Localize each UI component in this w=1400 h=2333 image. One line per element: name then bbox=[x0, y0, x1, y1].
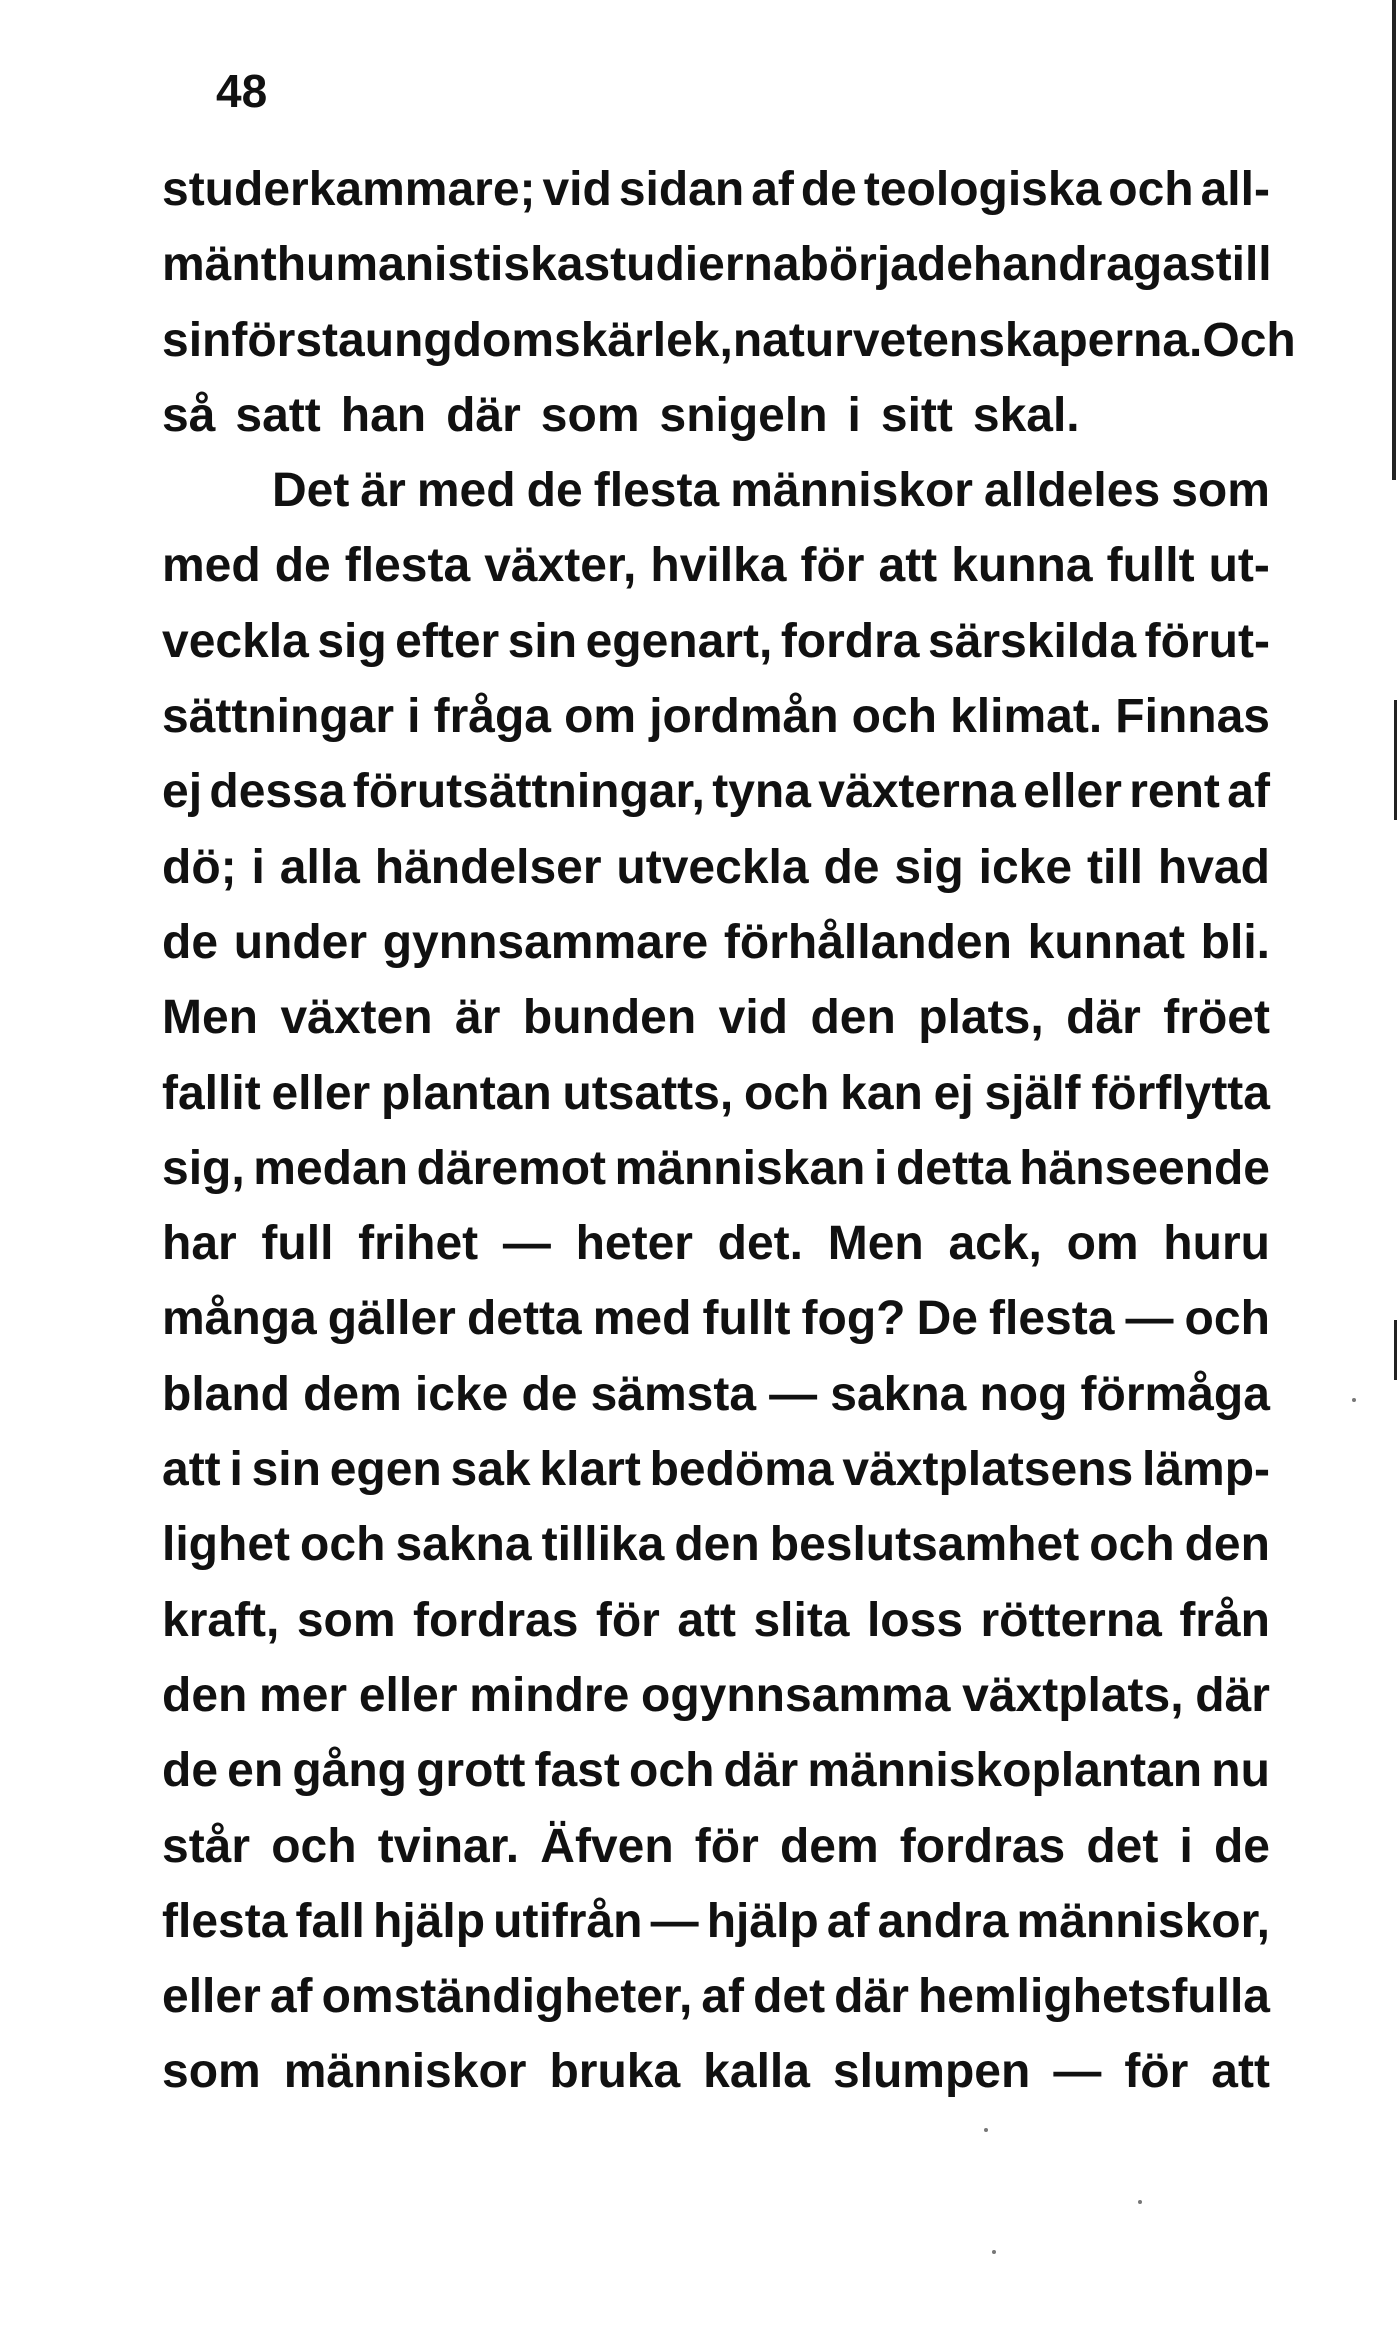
page-edge-mark bbox=[1394, 1320, 1397, 1380]
word: Men bbox=[827, 1217, 924, 1271]
word: de bbox=[823, 840, 880, 894]
word: om bbox=[1066, 1217, 1139, 1271]
word: all- bbox=[1200, 163, 1270, 216]
word: så bbox=[162, 388, 216, 442]
word: sättningar bbox=[162, 690, 395, 744]
word: rent bbox=[1129, 765, 1220, 819]
text-line bbox=[162, 1593, 1270, 1668]
word: icke bbox=[978, 840, 1073, 894]
word: för bbox=[1124, 2045, 1189, 2099]
word: bli. bbox=[1200, 915, 1270, 969]
word: växtplats, bbox=[962, 1668, 1184, 1722]
word: slumpen bbox=[832, 2045, 1031, 2099]
word: hjälp bbox=[706, 1894, 819, 1948]
word: af bbox=[1227, 765, 1270, 819]
word: händelser bbox=[374, 840, 602, 894]
text-line bbox=[162, 689, 1270, 764]
word: alla bbox=[279, 840, 360, 894]
word: bruka bbox=[549, 2045, 681, 2099]
word: och bbox=[300, 1518, 386, 1572]
word: — bbox=[1053, 2045, 1102, 2099]
text-line bbox=[162, 1066, 1270, 1141]
word: och bbox=[629, 1744, 715, 1798]
word: växterna bbox=[818, 765, 1016, 819]
word: satt bbox=[235, 388, 321, 442]
text-line bbox=[162, 162, 1270, 237]
text-line bbox=[162, 1819, 1270, 1894]
text-line bbox=[162, 1743, 1270, 1818]
word: där bbox=[1195, 1668, 1270, 1722]
word: den bbox=[674, 1518, 760, 1572]
word: — bbox=[650, 1894, 699, 1948]
word: Det bbox=[272, 464, 350, 518]
word: växter, bbox=[484, 539, 637, 593]
word: flesta bbox=[162, 1894, 288, 1948]
word: sin bbox=[507, 614, 578, 668]
word: de bbox=[526, 464, 583, 518]
word: att bbox=[677, 1593, 736, 1647]
word: där bbox=[1066, 991, 1141, 1045]
word: står bbox=[162, 1819, 251, 1873]
word: de bbox=[274, 539, 331, 593]
word: — bbox=[1125, 1292, 1174, 1346]
word: fordras bbox=[413, 1593, 579, 1647]
word: bunden bbox=[522, 991, 697, 1045]
word: — bbox=[502, 1217, 551, 1271]
text-line bbox=[162, 538, 1270, 613]
word: hänseende bbox=[1019, 1141, 1270, 1195]
word: den bbox=[1184, 1518, 1270, 1572]
word: människor bbox=[283, 2045, 527, 2099]
word: egen bbox=[329, 1443, 442, 1497]
word: tillika bbox=[541, 1518, 665, 1572]
word: som bbox=[540, 388, 640, 442]
page-number: 48 bbox=[216, 65, 268, 117]
word: detta bbox=[466, 1292, 582, 1346]
word: veckla bbox=[162, 614, 309, 668]
text-line bbox=[162, 388, 1270, 463]
word: sidan bbox=[618, 163, 745, 216]
word: eller bbox=[271, 1066, 371, 1120]
word: har bbox=[162, 1217, 237, 1271]
word: eller bbox=[1023, 765, 1122, 819]
word: utsatts, bbox=[562, 1066, 734, 1120]
word: förut- bbox=[1144, 614, 1270, 668]
word: sin bbox=[162, 313, 232, 367]
word: alldeles bbox=[984, 464, 1161, 518]
word: humanistiska bbox=[276, 238, 584, 292]
word: hemlighetsfulla bbox=[917, 1970, 1270, 2024]
word: De bbox=[916, 1292, 978, 1346]
word: förutsättningar, bbox=[352, 765, 705, 819]
word: lämp- bbox=[1141, 1443, 1270, 1497]
text-line bbox=[162, 1216, 1270, 1291]
word: plantan bbox=[381, 1066, 552, 1120]
word: som bbox=[1171, 464, 1270, 518]
word: icke bbox=[414, 1367, 509, 1421]
word: teologiska bbox=[863, 163, 1102, 216]
word: det. bbox=[717, 1217, 803, 1271]
word: i bbox=[847, 388, 861, 442]
word: första bbox=[231, 313, 365, 367]
word: fordra bbox=[780, 614, 920, 668]
text-line bbox=[162, 313, 1296, 388]
word: att bbox=[878, 539, 938, 593]
word: Men bbox=[162, 991, 258, 1045]
word: utveckla bbox=[616, 840, 809, 894]
word: i bbox=[407, 690, 421, 744]
word: en bbox=[227, 1744, 284, 1798]
word: efter bbox=[395, 614, 500, 668]
word: bedöma bbox=[649, 1443, 834, 1497]
word: fråga bbox=[433, 690, 551, 744]
text-line bbox=[162, 1894, 1270, 1969]
body-text bbox=[162, 162, 1296, 2120]
word: vid bbox=[542, 163, 612, 216]
word: ack, bbox=[948, 1217, 1042, 1271]
word: i bbox=[229, 1443, 243, 1497]
word: för bbox=[595, 1593, 660, 1647]
word: mer bbox=[259, 1668, 348, 1722]
word: kan bbox=[840, 1066, 923, 1120]
page-edge-mark bbox=[1394, 700, 1397, 820]
word: i bbox=[873, 1141, 888, 1195]
word: Finnas bbox=[1115, 690, 1270, 744]
word: dem bbox=[303, 1367, 402, 1421]
word: sitt bbox=[880, 388, 953, 442]
word: kunna bbox=[951, 539, 1093, 593]
word: i bbox=[251, 840, 265, 894]
word: grott bbox=[416, 1744, 526, 1798]
word: af bbox=[751, 163, 794, 216]
word: — bbox=[769, 1367, 818, 1421]
word: att bbox=[1211, 2045, 1270, 2099]
word: gång bbox=[292, 1744, 407, 1798]
word: dessa bbox=[209, 765, 346, 819]
word: nu bbox=[1211, 1744, 1270, 1798]
word: klart bbox=[539, 1443, 641, 1497]
word: förhållanden bbox=[723, 915, 1012, 969]
word: flesta bbox=[989, 1292, 1115, 1346]
word: själf bbox=[984, 1066, 1081, 1120]
word: där bbox=[834, 1970, 909, 2024]
word: med bbox=[162, 539, 261, 593]
word: beslutsamhet bbox=[769, 1518, 1080, 1572]
word: naturvetenskaperna. bbox=[732, 313, 1203, 367]
word: medan bbox=[253, 1141, 409, 1195]
word: de bbox=[162, 1744, 219, 1798]
word: sig, bbox=[162, 1141, 245, 1195]
word: snigeln bbox=[659, 388, 828, 442]
word: flesta bbox=[344, 539, 471, 593]
word: från bbox=[1179, 1593, 1270, 1647]
word: dragas bbox=[1058, 238, 1216, 292]
scan-speck bbox=[1138, 2200, 1142, 2204]
word: hvilka bbox=[650, 539, 787, 593]
word: människor bbox=[730, 464, 973, 518]
word: studerkammare; bbox=[162, 163, 536, 216]
word: till bbox=[1215, 238, 1272, 292]
text-line bbox=[162, 1141, 1270, 1216]
word: loss bbox=[866, 1593, 964, 1647]
word: ungdoms bbox=[364, 313, 581, 367]
word: förmåga bbox=[1080, 1367, 1270, 1421]
word: hvad bbox=[1157, 840, 1270, 894]
word: för bbox=[694, 1819, 759, 1873]
text-line bbox=[162, 463, 1270, 538]
word: för bbox=[800, 539, 865, 593]
word: den bbox=[162, 1668, 248, 1722]
word: Och bbox=[1202, 313, 1296, 367]
word: människoplantan bbox=[807, 1744, 1203, 1798]
word: det bbox=[1086, 1819, 1159, 1873]
text-line bbox=[162, 990, 1270, 1065]
word: sakna bbox=[830, 1367, 967, 1421]
word: som bbox=[162, 2045, 261, 2099]
word: är bbox=[360, 464, 406, 518]
word: människan bbox=[614, 1141, 866, 1195]
text-line bbox=[162, 237, 1270, 312]
word: och bbox=[851, 690, 937, 744]
word: de bbox=[800, 163, 857, 216]
word: växtplatsens bbox=[842, 1443, 1134, 1497]
word: lighet bbox=[162, 1518, 290, 1572]
word: sin bbox=[251, 1443, 321, 1497]
scan-speck bbox=[1352, 1398, 1356, 1402]
word: sig bbox=[894, 840, 964, 894]
word: kunnat bbox=[1027, 915, 1185, 969]
word: slita bbox=[753, 1593, 850, 1647]
word: fordras bbox=[899, 1819, 1066, 1873]
text-line bbox=[162, 840, 1270, 915]
word: att bbox=[162, 1443, 221, 1497]
word: flesta bbox=[593, 464, 720, 518]
word: och bbox=[1089, 1518, 1175, 1572]
word: ut- bbox=[1208, 539, 1270, 593]
word: där bbox=[723, 1744, 799, 1798]
word: full bbox=[261, 1217, 334, 1271]
word: är bbox=[455, 991, 501, 1045]
word: omständigheter, bbox=[321, 1970, 693, 2024]
word: den bbox=[810, 991, 896, 1045]
word: ej bbox=[933, 1066, 974, 1120]
text-line bbox=[162, 1442, 1270, 1517]
word: fröet bbox=[1163, 991, 1270, 1045]
word: under bbox=[233, 915, 368, 969]
text-line bbox=[162, 764, 1270, 839]
word: kalla bbox=[703, 2045, 810, 2099]
word: människor, bbox=[1016, 1894, 1270, 1948]
word: däremot bbox=[416, 1141, 606, 1195]
text-line bbox=[162, 1291, 1270, 1366]
word: och bbox=[1184, 1292, 1270, 1346]
word: fog? bbox=[801, 1292, 906, 1346]
word: han bbox=[972, 238, 1059, 292]
word: ej bbox=[162, 765, 203, 819]
word: han bbox=[340, 388, 427, 442]
word: af bbox=[826, 1894, 870, 1948]
page-edge-mark bbox=[1392, 0, 1396, 480]
word: af bbox=[701, 1970, 745, 2024]
word: som bbox=[296, 1593, 396, 1647]
text-line bbox=[162, 1668, 1270, 1743]
word: om bbox=[564, 690, 637, 744]
word: andra bbox=[877, 1894, 1009, 1948]
word: tyna bbox=[712, 765, 811, 819]
word: detta bbox=[895, 1141, 1011, 1195]
word: fall bbox=[295, 1894, 365, 1948]
word: gynnsammare bbox=[382, 915, 709, 969]
word: dem bbox=[779, 1819, 879, 1873]
word: och bbox=[1108, 163, 1194, 216]
word: började bbox=[799, 238, 973, 292]
word: och bbox=[743, 1066, 830, 1120]
word: där bbox=[446, 388, 521, 442]
word: fallit bbox=[162, 1066, 261, 1120]
word: de bbox=[521, 1367, 578, 1421]
word: och bbox=[271, 1819, 357, 1873]
word: vid bbox=[718, 991, 788, 1045]
word: bland bbox=[162, 1367, 290, 1421]
word: af bbox=[269, 1970, 313, 2024]
word: kraft, bbox=[162, 1593, 280, 1647]
word: sig bbox=[317, 614, 387, 668]
word: studierna bbox=[583, 238, 800, 292]
word: klimat. bbox=[950, 690, 1103, 744]
word: mindre bbox=[469, 1668, 630, 1722]
word: sak bbox=[450, 1443, 531, 1497]
word: plats, bbox=[918, 991, 1044, 1045]
text-line bbox=[162, 1517, 1270, 1592]
word: med bbox=[592, 1292, 692, 1346]
word: fullt bbox=[702, 1292, 791, 1346]
word: kärlek, bbox=[580, 313, 733, 367]
word: växten bbox=[280, 991, 433, 1045]
word: med bbox=[416, 464, 516, 518]
word: egenart, bbox=[585, 614, 773, 668]
scan-speck bbox=[992, 2250, 996, 2254]
word: mänt bbox=[162, 238, 277, 292]
text-line bbox=[162, 614, 1270, 689]
text-line bbox=[162, 1969, 1270, 2044]
word: utifrån bbox=[493, 1894, 643, 1948]
word: särskilda bbox=[928, 614, 1137, 668]
word: förflytta bbox=[1091, 1066, 1270, 1120]
word: eller bbox=[162, 1970, 261, 2024]
word: eller bbox=[358, 1668, 458, 1722]
word: Äfven bbox=[540, 1819, 674, 1873]
text-line bbox=[162, 1367, 1270, 1442]
word: tvinar. bbox=[377, 1819, 520, 1873]
word: dö; bbox=[162, 840, 237, 894]
word: skal. bbox=[972, 388, 1080, 442]
word: jordmån bbox=[649, 690, 839, 744]
word: fullt bbox=[1106, 539, 1195, 593]
text-line bbox=[162, 2044, 1270, 2119]
text-line bbox=[162, 915, 1270, 990]
word: ogynnsamma bbox=[641, 1668, 951, 1722]
word: gäller bbox=[327, 1292, 456, 1346]
word: heter bbox=[575, 1217, 693, 1271]
word: de bbox=[1213, 1819, 1270, 1873]
word: huru bbox=[1163, 1217, 1270, 1271]
word: sämsta bbox=[590, 1367, 757, 1421]
word: i bbox=[1179, 1819, 1193, 1873]
word: fast bbox=[534, 1744, 620, 1798]
word: det bbox=[753, 1970, 826, 2024]
word: till bbox=[1086, 840, 1143, 894]
word: hjälp bbox=[373, 1894, 486, 1948]
word: sakna bbox=[395, 1518, 532, 1572]
word: frihet bbox=[358, 1217, 479, 1271]
word: de bbox=[162, 915, 219, 969]
scan-speck bbox=[984, 2128, 988, 2132]
word: nog bbox=[979, 1367, 1068, 1421]
word: rötterna bbox=[980, 1593, 1162, 1647]
word: många bbox=[162, 1292, 317, 1346]
